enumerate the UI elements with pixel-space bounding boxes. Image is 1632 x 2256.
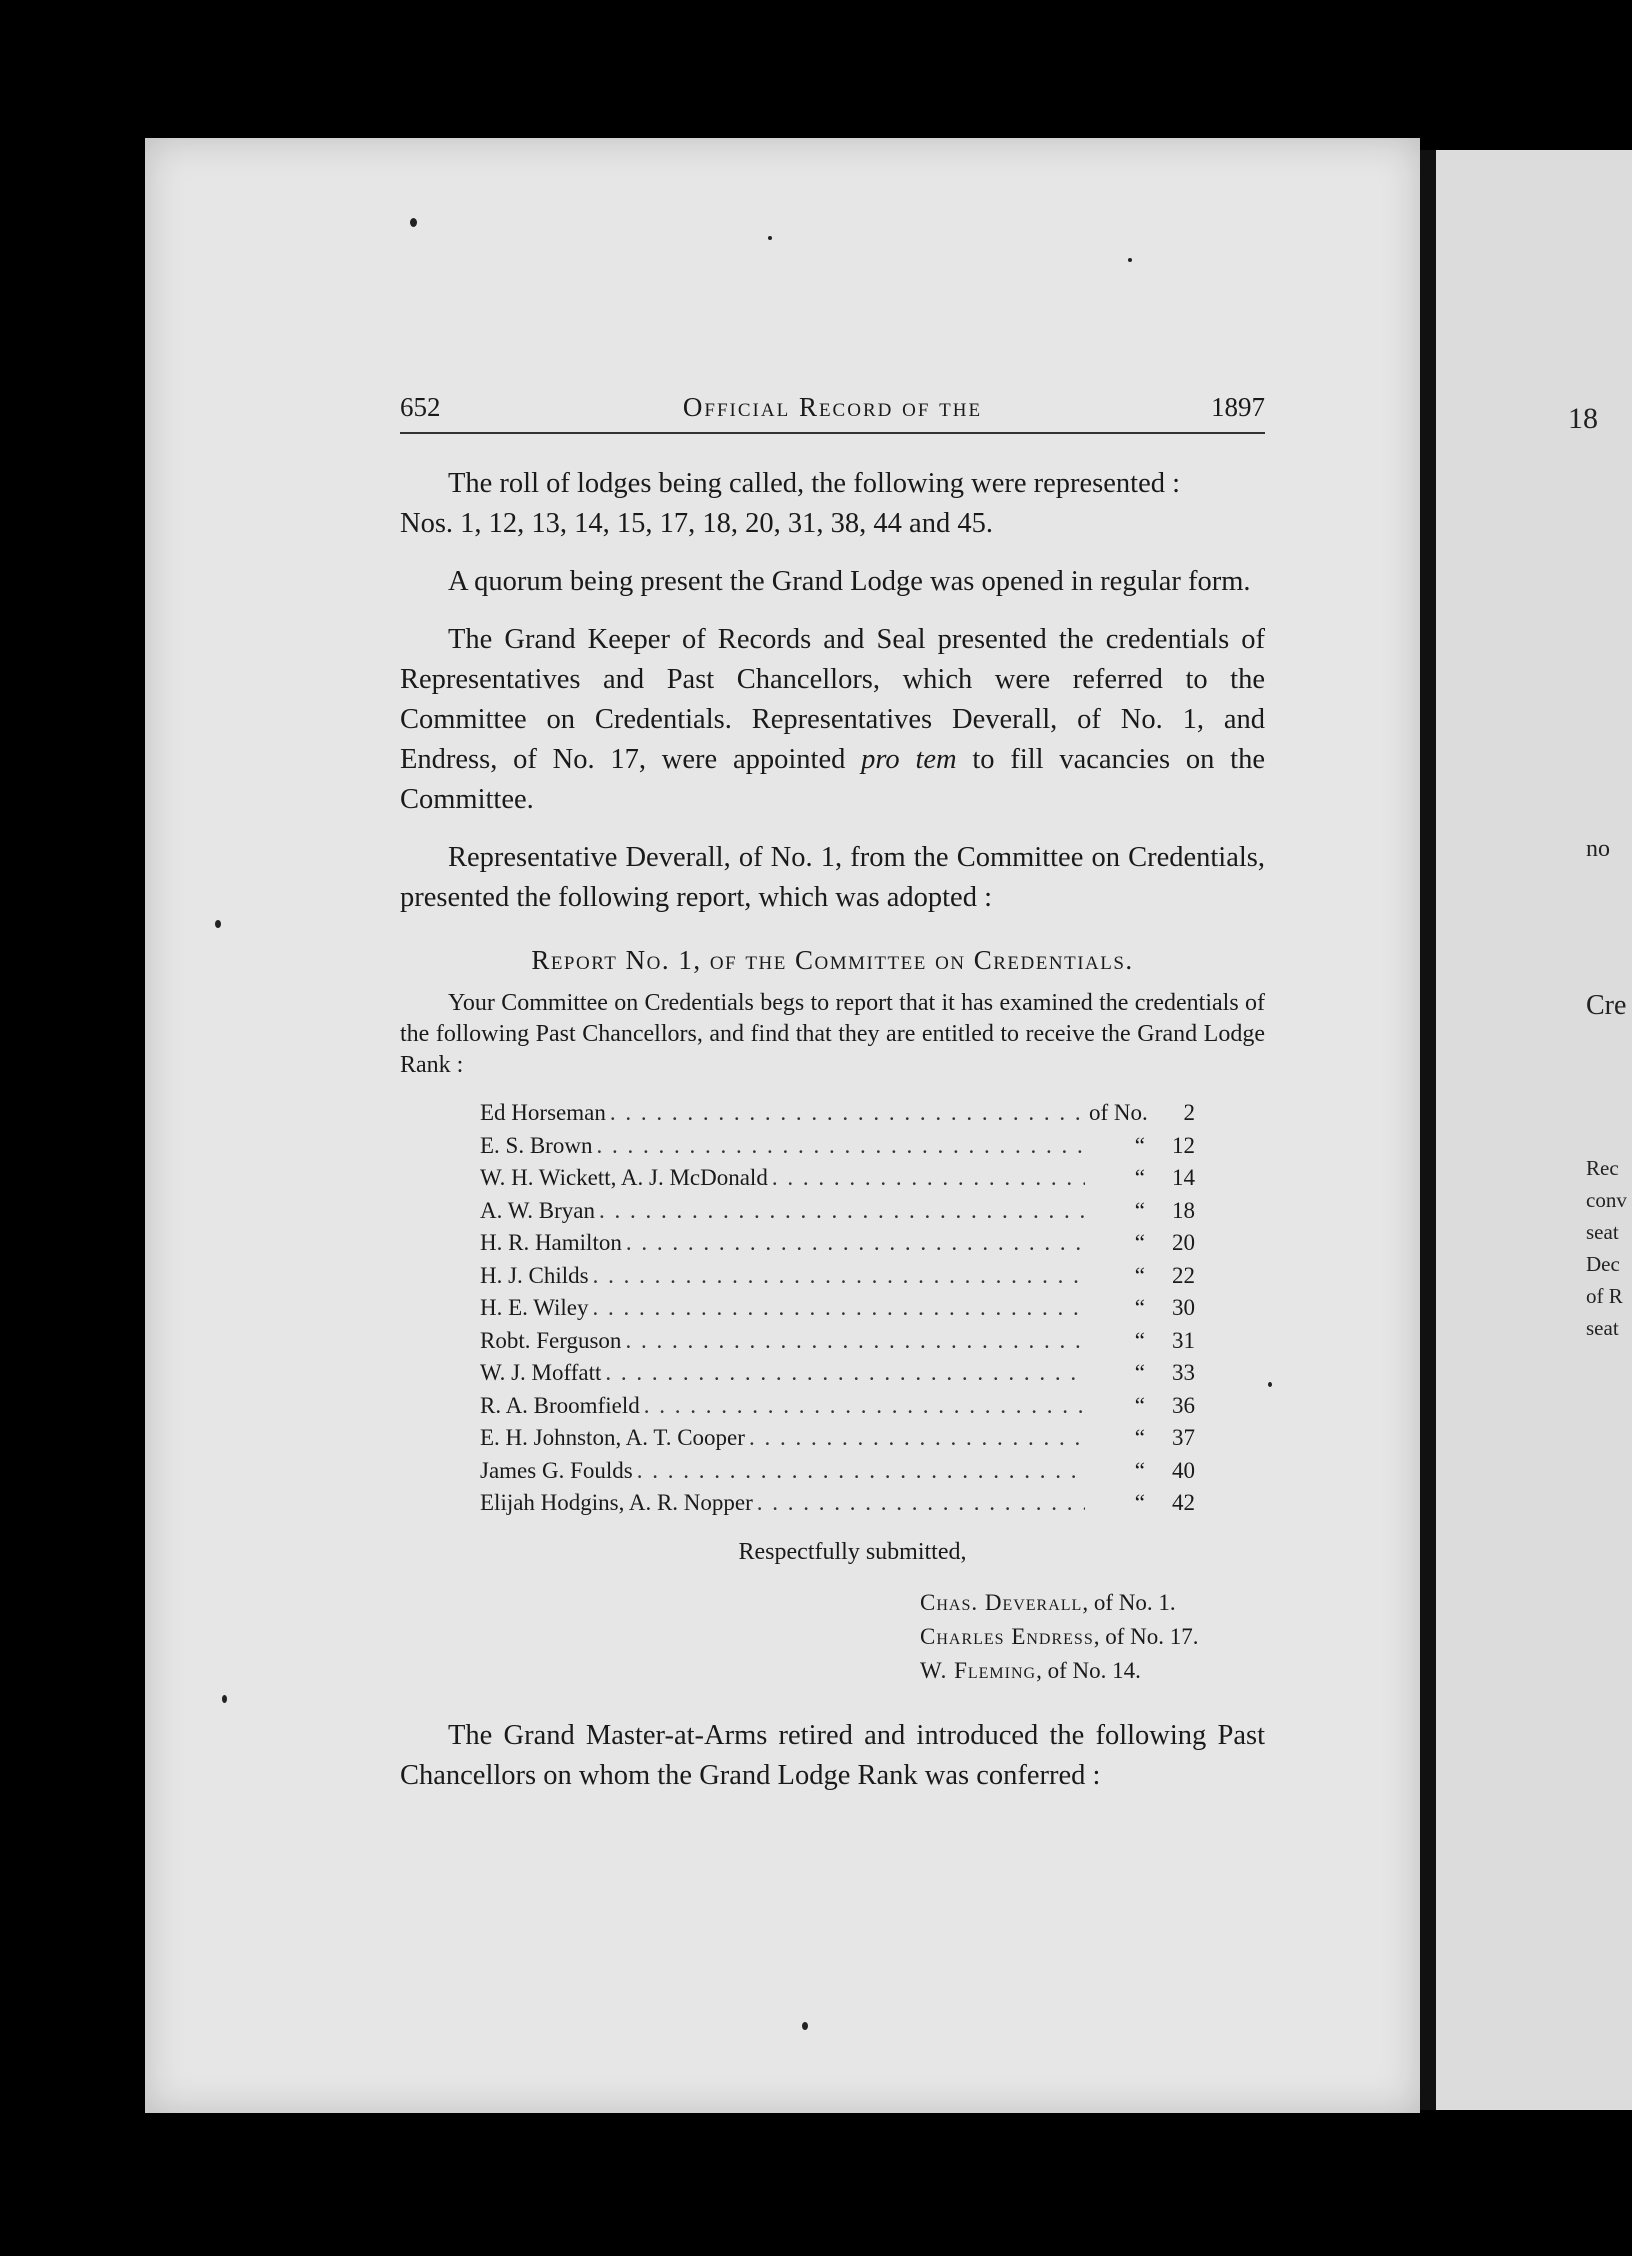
lodge-prefix: “: [1134, 1327, 1145, 1353]
lodge-number: 42: [1172, 1490, 1195, 1515]
quorum-paragraph: A quorum being present the Grand Lodge was opened in regular form.: [448, 566, 1251, 597]
next-page-text-fragment: seat: [1586, 1316, 1619, 1340]
next-page-text-fragment: Dec: [1586, 1252, 1620, 1276]
lodge-number: 40: [1172, 1457, 1195, 1483]
leader-dots: [593, 1292, 1085, 1325]
signer-line: [920, 1620, 1265, 1654]
lodge-prefix: of No.: [1089, 1100, 1148, 1125]
next-page-text-fragment: Rec: [1586, 1156, 1619, 1180]
chancellor-name: H. R. Hamilton: [480, 1230, 622, 1255]
next-page-text-fragment: no: [1586, 836, 1610, 862]
lodge-number: 37: [1172, 1425, 1195, 1450]
master-at-arms-paragraph: The Grand Master-at-Arms retired and introduced the following Past Chancellors on whom the Grand Lodge Rank was conferred :: [400, 1719, 1265, 1791]
lodge-prefix: “: [1134, 1165, 1145, 1190]
roll-call-paragraph: [400, 464, 1265, 544]
chancellor-name: H. E. Wiley: [480, 1295, 589, 1320]
next-page-text-fragment: of R: [1586, 1284, 1623, 1308]
chancellor-name: A. W. Bryan: [480, 1197, 595, 1223]
print-speck: [410, 218, 417, 227]
lodge-number: 36: [1172, 1392, 1195, 1418]
running-title: Official Record of the: [682, 392, 983, 422]
lodge-prefix: “: [1134, 1132, 1145, 1158]
lodge-prefix: “: [1134, 1392, 1145, 1418]
report-body: Your Committee on Credentials begs to report that it has examined the credentials of the following Past Chancellors, and find that they are entitled to receive the Grand Lodge Rank :: [400, 990, 1265, 1078]
leader-dots: [593, 1260, 1085, 1293]
chancellor-name: H. J. Childs: [480, 1262, 589, 1288]
lodge-prefix: “: [1134, 1360, 1145, 1385]
lodge-number: 20: [1172, 1230, 1195, 1255]
roster-row: [480, 1292, 1195, 1325]
print-speck: [768, 236, 772, 240]
lodge-number: 12: [1172, 1132, 1195, 1158]
roster-row: [480, 1390, 1195, 1423]
lodge-number: 30: [1172, 1295, 1195, 1320]
next-page-text-fragment: conv: [1586, 1188, 1627, 1212]
lodge-prefix: “: [1134, 1457, 1145, 1483]
print-speck: [1128, 258, 1132, 262]
next-page-heading-fragment: Cre: [1586, 990, 1627, 1021]
italic-pro-tem: pro tem: [861, 744, 957, 775]
chancellor-name: E. S. Brown: [480, 1132, 593, 1158]
roster-row: [480, 1227, 1195, 1260]
committee-signers: [920, 1586, 1265, 1688]
roll-call-line: The roll of lodges being called, the following were represented :: [448, 468, 1181, 499]
leader-dots: [626, 1227, 1085, 1260]
lodge-number: 31: [1172, 1327, 1195, 1353]
lodge-prefix: “: [1134, 1230, 1145, 1255]
signer-name: Chas. Deverall: [920, 1589, 1083, 1615]
lodge-number: 33: [1172, 1360, 1195, 1385]
leader-dots: [637, 1455, 1085, 1488]
roster-row: [480, 1195, 1195, 1228]
leader-dots: [757, 1487, 1085, 1520]
next-page-text-fragment: seat: [1586, 1220, 1619, 1244]
lodge-number: 14: [1172, 1165, 1195, 1190]
roster-row: [480, 1455, 1195, 1488]
signer-lodge: , of No. 14.: [1036, 1657, 1141, 1683]
running-head: [400, 392, 1265, 434]
deverall-report-paragraph: Representative Deverall, of No. 1, from the Committee on Credentials, presented the following report, which was adopted :: [400, 842, 1265, 913]
leader-dots: [610, 1097, 1085, 1130]
leader-dots: [772, 1162, 1085, 1195]
lodge-number: 2: [1183, 1100, 1195, 1125]
adjacent-page-fragment: [1436, 150, 1632, 2110]
leader-dots: [605, 1357, 1085, 1390]
page-number: 652: [400, 392, 441, 422]
signer-lodge: , of No. 1.: [1082, 1589, 1176, 1615]
past-chancellors-roster: [480, 1097, 1195, 1520]
roster-row: [480, 1357, 1195, 1390]
roster-row: [480, 1487, 1195, 1520]
roster-row: [480, 1097, 1195, 1130]
lodge-prefix: “: [1134, 1425, 1145, 1450]
leader-dots: [749, 1422, 1085, 1455]
roster-row: [480, 1422, 1195, 1455]
roster-row: [480, 1162, 1195, 1195]
chancellor-name: E. H. Johnston, A. T. Cooper: [480, 1425, 745, 1450]
print-speck: [802, 2022, 808, 2030]
chancellor-name: Elijah Hodgins, A. R. Nopper: [480, 1490, 753, 1515]
lodge-prefix: “: [1134, 1295, 1145, 1320]
chancellor-name: R. A. Broomfield: [480, 1392, 640, 1418]
signer-lodge: , of No. 17.: [1093, 1623, 1199, 1649]
signer-line: [920, 1586, 1265, 1620]
print-speck: [215, 920, 221, 928]
chancellor-name: W. H. Wickett, A. J. McDonald: [480, 1165, 768, 1190]
signer-name: W. Fleming: [920, 1657, 1037, 1683]
leader-dots: [599, 1195, 1085, 1228]
leader-dots: [596, 1130, 1085, 1163]
leader-dots: [625, 1325, 1085, 1358]
lodge-numbers-line: Nos. 1, 12, 13, 14, 15, 17, 18, 20, 31, 38, 44 and 45.: [400, 508, 993, 539]
credentials-text: The Grand Keeper of Records and Seal presented the credentials of Representatives and Past Chancellors, which were referred to the Committee on Credentials. Representatives Deverall, of No. 1, and Endress, of No. 17, were appointed: [400, 624, 1265, 775]
chancellor-name: W. J. Moffatt: [480, 1360, 602, 1385]
lodge-prefix: “: [1134, 1262, 1145, 1288]
lodge-number: 18: [1172, 1197, 1195, 1223]
respectfully-submitted: Respectfully submitted,: [738, 1538, 967, 1565]
chancellor-name: Robt. Ferguson: [480, 1327, 622, 1353]
lodge-number: 22: [1172, 1262, 1195, 1288]
lodge-prefix: “: [1134, 1490, 1145, 1515]
roster-row: [480, 1260, 1195, 1293]
credentials-text-end: to fill vacancies on the Committee.: [400, 744, 1265, 815]
chancellor-name: James G. Foulds: [480, 1457, 633, 1483]
report-title: Report No. 1, of the Committee on Credentials.: [531, 945, 1134, 975]
header-year: 1897: [1211, 392, 1265, 422]
signer-name: Charles Endress: [920, 1623, 1094, 1649]
signer-line: [920, 1654, 1265, 1688]
print-speck: [1268, 1382, 1272, 1387]
leader-dots: [644, 1390, 1085, 1423]
page-gutter: [1420, 150, 1436, 2110]
roster-row: [480, 1130, 1195, 1163]
lodge-prefix: “: [1134, 1197, 1145, 1223]
next-page-header-fragment: 18: [1568, 402, 1598, 435]
page-body: [400, 464, 1265, 1796]
credentials-paragraph: [400, 620, 1265, 820]
print-speck: [222, 1695, 227, 1703]
roster-row: [480, 1325, 1195, 1358]
chancellor-name: Ed Horseman: [480, 1100, 606, 1125]
